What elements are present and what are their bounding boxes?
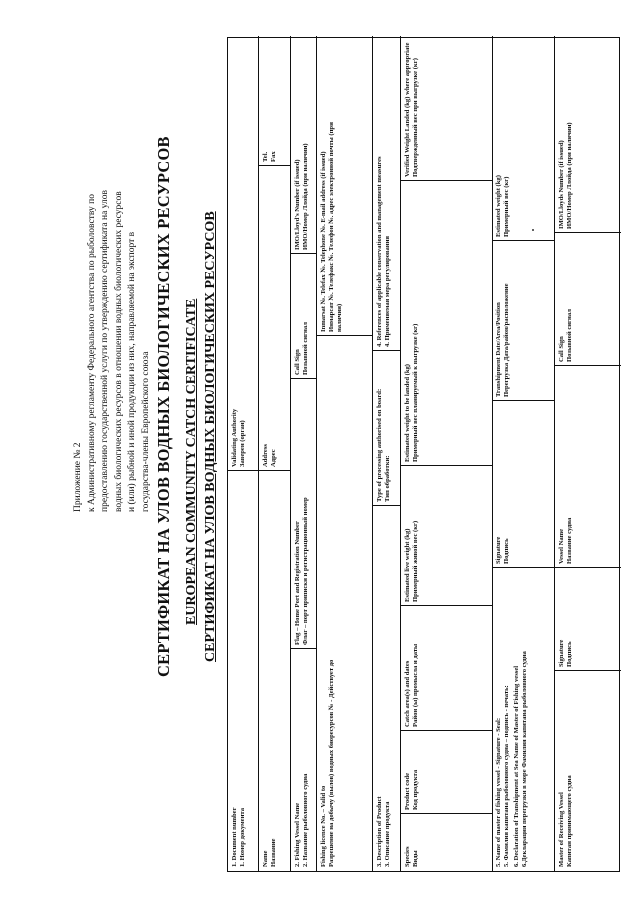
imo-field: IMO/Lloyd's Number (if issued) ИМО/Номер Ллойда (при наличии) <box>294 143 310 250</box>
col-divider <box>400 813 492 814</box>
col-divider <box>258 470 290 471</box>
species-header: Species Виды <box>404 846 420 867</box>
stray-dot <box>532 229 534 231</box>
col-divider <box>554 365 621 366</box>
signature-date-field: Transhipment Date/Area/Position Перегрузка Дата/район/расположение <box>495 283 511 397</box>
col-divider <box>554 567 621 568</box>
document-number-field: 1. Document number 1. Номер документа <box>231 807 247 867</box>
certificate-title: СЕРТИФИКАТ НА УЛОВ ВОДНЫХ БИОЛОГИЧЕСКИХ РЕСУРСОВ <box>154 136 173 677</box>
col-divider <box>400 465 492 466</box>
header-russian: СЕРТИФИКАТ НА УЛОВ ВОДНЫХ БИОЛОГИЧЕСКИХ РЕСУРСОВ <box>203 211 218 662</box>
inmarsat-field: Inmarsat №. Telefax №. Telephone №. E-mail address (if issued) Инмарсат №. Телефакс №. Телефон №. адрес электронной почты (при наличии) <box>320 122 344 332</box>
col-divider <box>400 730 492 731</box>
col-divider <box>372 350 400 351</box>
authority-name-field: Name Название <box>262 838 278 867</box>
call-sign-field: Call Sign Позывной сигнал <box>294 322 310 375</box>
row-divider <box>258 36 259 871</box>
transhipment-declaration-field: 6. Declaration of Transhipment at Sea Name of Master of Fishing vessel 6.Декларация перегрузки в море Фамилия капитана рыболовного судна <box>513 651 529 867</box>
col-divider <box>400 605 492 606</box>
product-description-field: 3. Description of Product 3. Описание продукта <box>376 796 392 867</box>
catch-area-header: Catch area(s) and dates Район (ы) промысла и даты <box>404 643 420 727</box>
col-divider <box>492 400 554 401</box>
processing-type-field: Type of processing authorised on board: Тип обработки: <box>376 388 392 502</box>
references-field: 4. References of applicable conservation and management measures 4. Применяемая мера регулирования <box>376 156 392 347</box>
tel-fax-field: Tel. Fax <box>262 151 278 162</box>
appendix-line: и (или) рыбной и иной продукции из них, направляемой на экспорт в <box>127 231 137 512</box>
validating-authority-field: Validating Authority Заверен (орган) <box>231 408 247 467</box>
receiving-imo-field: IMO/Lloyds Number (if issued) ИМО/Номер Ллойда (при наличии) <box>558 122 574 229</box>
landed-weight-header: Estimated weight to be landed (kg) Примерный вес планируемый к выгрузке (кг) <box>404 323 420 462</box>
col-divider <box>290 648 316 649</box>
header-english: EUROPEAN COMMUNITY CATCH CERTIFICATE <box>184 298 199 625</box>
appendix-line: предоставлению государственной услуги по утверждению сертификата на улов <box>100 190 110 512</box>
col-divider <box>290 378 316 379</box>
appendix-block <box>72 42 153 512</box>
authority-address-field: Address Адрес <box>262 444 278 467</box>
fishing-licence-field: Fishing licence No. – Valid to Разрешение на добычу (вылов) водных биоресурсов № - Действует до <box>320 659 336 867</box>
appendix-line: государства-члены Европейского союза <box>140 351 151 512</box>
col-divider <box>316 335 372 336</box>
catch-certificate-form <box>227 37 620 872</box>
master-name-field: 5. Name of master of fishing vessel - Signature - Seal: 5. Фамилия капитана рыболовного судна – подпись - печать: <box>495 685 511 867</box>
row-divider <box>554 36 555 871</box>
col-divider <box>290 253 316 254</box>
signature-field: Signature Подпись <box>495 536 511 564</box>
receiving-call-sign-field: Call Sign Позывной сигнал <box>558 309 574 362</box>
estimated-weight-field: Estimated weight (kg) Примерный вес (кг) <box>495 175 511 237</box>
col-divider <box>554 670 621 671</box>
row-divider <box>492 36 493 871</box>
vessel-name-field: 2. Fishing Vessel Name 2. Название рыболовного судна <box>294 773 310 867</box>
col-divider <box>258 165 290 166</box>
row-divider <box>316 36 317 871</box>
col-divider <box>492 240 554 241</box>
col-divider <box>400 180 492 181</box>
flag-port-field: Flag – Home Port and Registration Number Флаг – порт приписки и регистрационный номер <box>294 497 310 645</box>
product-code-header: Product code Код продукта <box>404 769 420 810</box>
receiving-master-field: Master of Receiving Vessel Капитан принимающего судна <box>558 775 574 867</box>
row-divider <box>372 36 373 871</box>
appendix-line: к Административному регламенту Федерального агентства по рыболовству по <box>86 194 97 512</box>
appendix-number: Приложение № 2 <box>73 442 83 512</box>
row-divider <box>400 36 401 871</box>
col-divider <box>228 470 258 471</box>
receiving-vessel-name-field: Vessel Name Название судна <box>558 517 574 564</box>
col-divider <box>554 232 621 233</box>
verified-weight-header: Verified Weight Landed (kg) where appropriate Подтвержденный вес при выгрузке (кг) <box>404 42 420 177</box>
receiving-signature-field: Signature Подпись <box>558 639 574 667</box>
col-divider <box>372 505 400 506</box>
col-divider <box>492 567 554 568</box>
live-weight-header: Estimated live weight (kg) Примерный живой вес (кг) <box>404 520 420 602</box>
row-divider <box>290 36 291 871</box>
appendix-line: водных биологических ресурсов в отношении водных биологических ресурсов <box>113 191 124 512</box>
